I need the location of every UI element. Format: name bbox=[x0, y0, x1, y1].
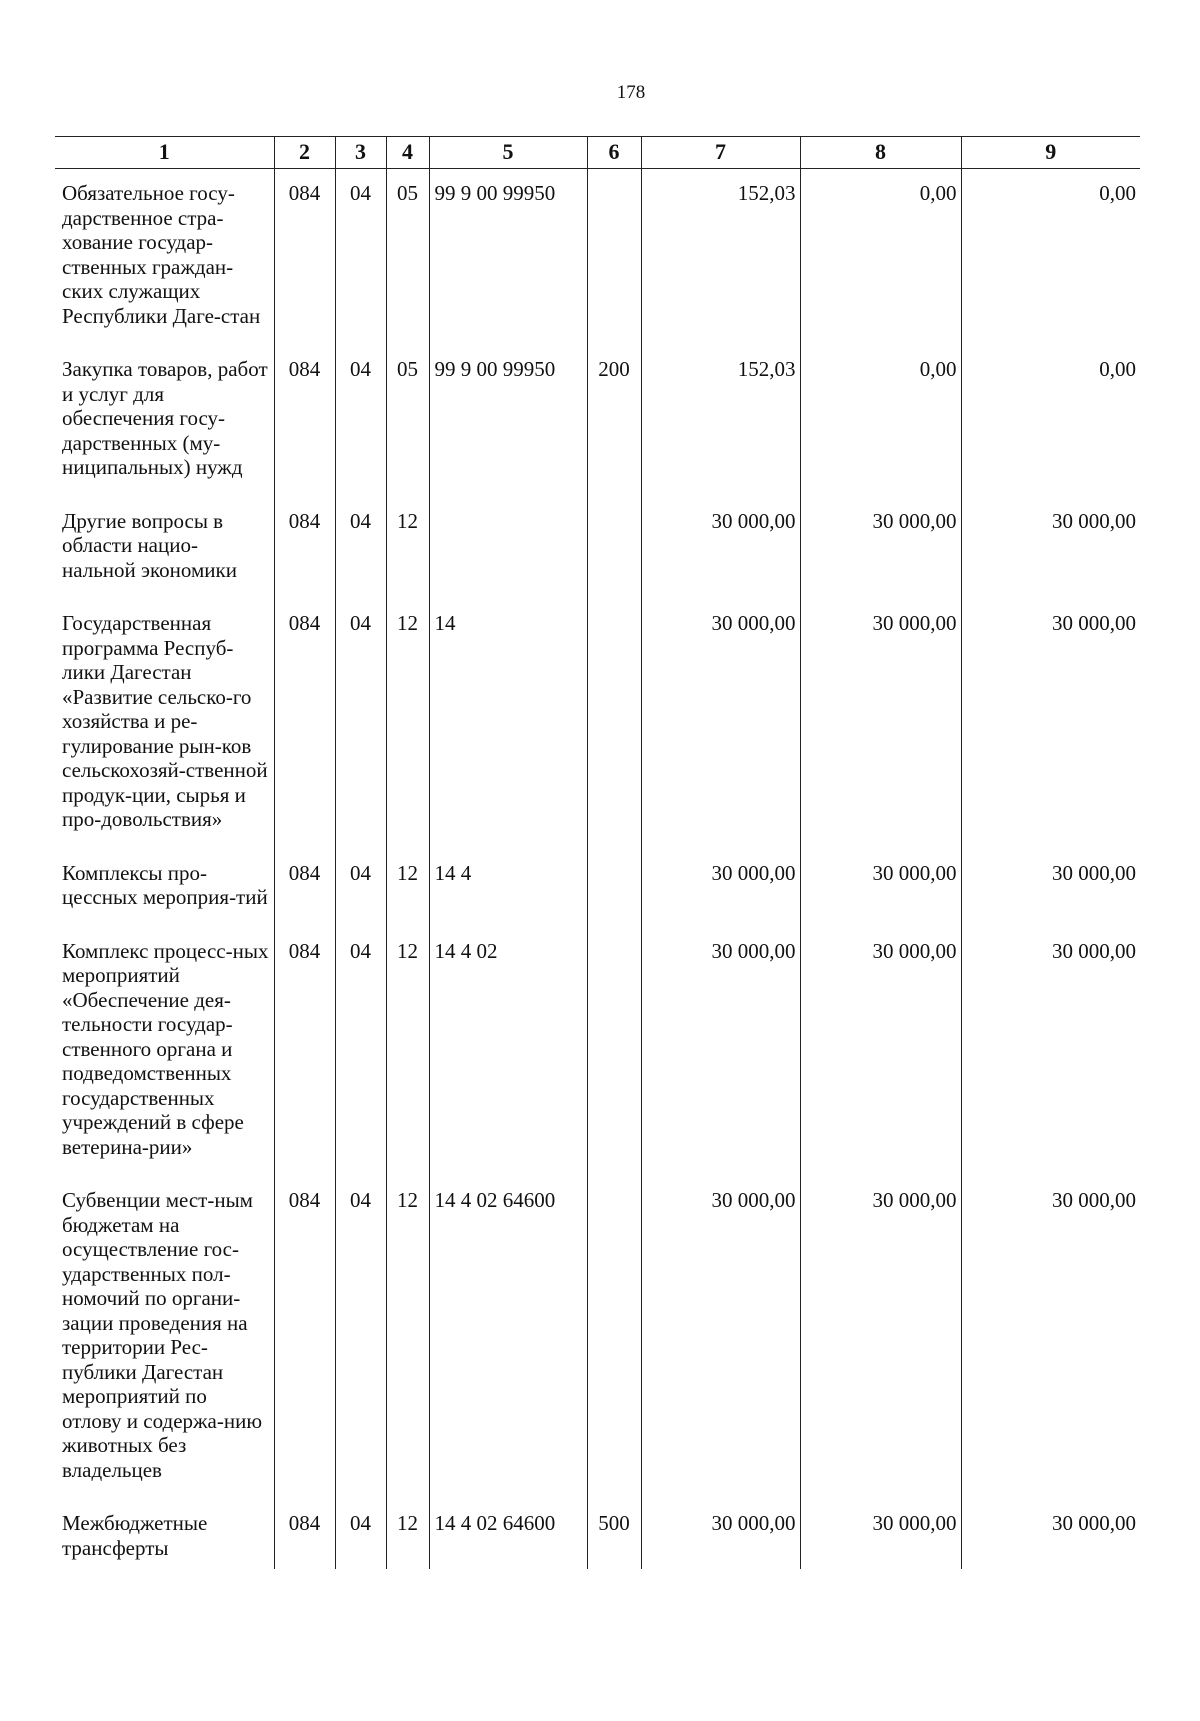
row-section: 04 bbox=[335, 849, 386, 927]
row-name: Государственная программа Респуб-лики Дагестан «Развитие сельско-го хозяйства и ре-гулирование рын-ков сельскохозяй-ственной продук-ции, сырья и про-довольствия» bbox=[62, 611, 268, 831]
row-target-article: 14 4 02 64600 bbox=[429, 1499, 587, 1569]
row-name: Закупка товаров, работ и услуг для обеспечения госу-дарственных (му-ниципальных) нужд bbox=[62, 357, 268, 479]
header-col-6: 6 bbox=[587, 137, 641, 169]
row-section: 04 bbox=[335, 497, 386, 600]
row-expense-type bbox=[587, 169, 641, 346]
row-ministry-code: 084 bbox=[274, 599, 335, 849]
row-amount-8: 30 000,00 bbox=[800, 497, 961, 600]
row-ministry-code: 084 bbox=[274, 849, 335, 927]
row-subsection: 12 bbox=[386, 927, 429, 1177]
table-row bbox=[55, 849, 1140, 927]
row-amount-7: 30 000,00 bbox=[641, 1499, 800, 1569]
row-amount-9: 30 000,00 bbox=[961, 1176, 1140, 1499]
row-subsection: 12 bbox=[386, 1176, 429, 1499]
row-subsection: 12 bbox=[386, 599, 429, 849]
row-target-article: 14 4 bbox=[429, 849, 587, 927]
row-subsection: 12 bbox=[386, 1499, 429, 1569]
header-col-1: 1 bbox=[55, 137, 274, 169]
row-ministry-code: 084 bbox=[274, 345, 335, 497]
row-amount-7: 30 000,00 bbox=[641, 599, 800, 849]
row-amount-7: 30 000,00 bbox=[641, 849, 800, 927]
budget-table bbox=[55, 136, 1140, 1569]
row-amount-9: 30 000,00 bbox=[961, 497, 1140, 600]
header-col-8: 8 bbox=[800, 137, 961, 169]
row-expense-type bbox=[587, 1176, 641, 1499]
row-target-article: 14 bbox=[429, 599, 587, 849]
row-amount-9: 0,00 bbox=[961, 169, 1140, 346]
row-subsection: 12 bbox=[386, 849, 429, 927]
row-amount-7: 152,03 bbox=[641, 169, 800, 346]
row-amount-9: 30 000,00 bbox=[961, 599, 1140, 849]
header-col-9: 9 bbox=[961, 137, 1140, 169]
row-target-article: 99 9 00 99950 bbox=[429, 345, 587, 497]
header-col-4: 4 bbox=[386, 137, 429, 169]
row-section: 04 bbox=[335, 927, 386, 1177]
row-target-article: 14 4 02 64600 bbox=[429, 1176, 587, 1499]
header-col-2: 2 bbox=[274, 137, 335, 169]
row-section: 04 bbox=[335, 599, 386, 849]
row-ministry-code: 084 bbox=[274, 927, 335, 1177]
row-subsection: 05 bbox=[386, 169, 429, 346]
row-amount-8: 30 000,00 bbox=[800, 599, 961, 849]
row-section: 04 bbox=[335, 169, 386, 346]
row-section: 04 bbox=[335, 1499, 386, 1569]
row-expense-type bbox=[587, 849, 641, 927]
table-row bbox=[55, 1499, 1140, 1569]
row-name: Межбюджетные трансферты bbox=[62, 1511, 208, 1560]
row-section: 04 bbox=[335, 345, 386, 497]
row-name: Комплексы про-цессных мероприя-тий bbox=[62, 860, 268, 909]
row-name: Комплекс процесс-ных мероприятий «Обеспечение дея-тельности государ-ственного органа и подведомственных государственных учреждений в сфере ветерина-рии» bbox=[62, 938, 269, 1159]
row-target-article bbox=[429, 497, 587, 600]
row-name: Субвенции мест-ным бюджетам на осуществление гос-ударственных пол-номочий по органи-зации проведения на территории Рес-публики Дагестан мероприятий по отлову и содержа-нию животных без владельцев bbox=[62, 1188, 263, 1482]
row-amount-9: 30 000,00 bbox=[961, 1499, 1140, 1569]
row-name: Другие вопросы в области нацио-нальной экономики bbox=[62, 508, 237, 582]
row-amount-8: 0,00 bbox=[800, 169, 961, 346]
header-col-7: 7 bbox=[641, 137, 800, 169]
row-section: 04 bbox=[335, 1176, 386, 1499]
row-expense-type bbox=[587, 599, 641, 849]
row-subsection: 12 bbox=[386, 497, 429, 600]
row-amount-9: 30 000,00 bbox=[961, 849, 1140, 927]
row-name: Обязательное госу-дарственное стра-хование государ-ственных граждан-ских служащих Республики Даге-стан bbox=[62, 181, 261, 328]
page-number: 178 bbox=[616, 82, 646, 103]
row-amount-7: 30 000,00 bbox=[641, 927, 800, 1177]
row-amount-9: 30 000,00 bbox=[961, 927, 1140, 1177]
row-expense-type: 200 bbox=[587, 345, 641, 497]
row-ministry-code: 084 bbox=[274, 1499, 335, 1569]
row-subsection: 05 bbox=[386, 345, 429, 497]
row-amount-8: 30 000,00 bbox=[800, 927, 961, 1177]
table-header-row bbox=[55, 137, 1140, 169]
row-amount-8: 30 000,00 bbox=[800, 1499, 961, 1569]
table-row bbox=[55, 169, 1140, 346]
row-ministry-code: 084 bbox=[274, 497, 335, 600]
row-amount-9: 0,00 bbox=[961, 345, 1140, 497]
row-amount-7: 152,03 bbox=[641, 345, 800, 497]
table-row bbox=[55, 497, 1140, 600]
table-row bbox=[55, 1176, 1140, 1499]
budget-table-container bbox=[55, 136, 1140, 1569]
row-ministry-code: 084 bbox=[274, 1176, 335, 1499]
row-ministry-code: 084 bbox=[274, 169, 335, 346]
table-row bbox=[55, 599, 1140, 849]
row-expense-type: 500 bbox=[587, 1499, 641, 1569]
header-col-5: 5 bbox=[429, 137, 587, 169]
table-row bbox=[55, 345, 1140, 497]
row-amount-8: 30 000,00 bbox=[800, 1176, 961, 1499]
row-amount-8: 30 000,00 bbox=[800, 849, 961, 927]
table-row bbox=[55, 927, 1140, 1177]
row-amount-7: 30 000,00 bbox=[641, 497, 800, 600]
row-amount-8: 0,00 bbox=[800, 345, 961, 497]
row-target-article: 99 9 00 99950 bbox=[429, 169, 587, 346]
row-amount-7: 30 000,00 bbox=[641, 1176, 800, 1499]
row-expense-type bbox=[587, 497, 641, 600]
header-col-3: 3 bbox=[335, 137, 386, 169]
row-expense-type bbox=[587, 927, 641, 1177]
row-target-article: 14 4 02 bbox=[429, 927, 587, 1177]
